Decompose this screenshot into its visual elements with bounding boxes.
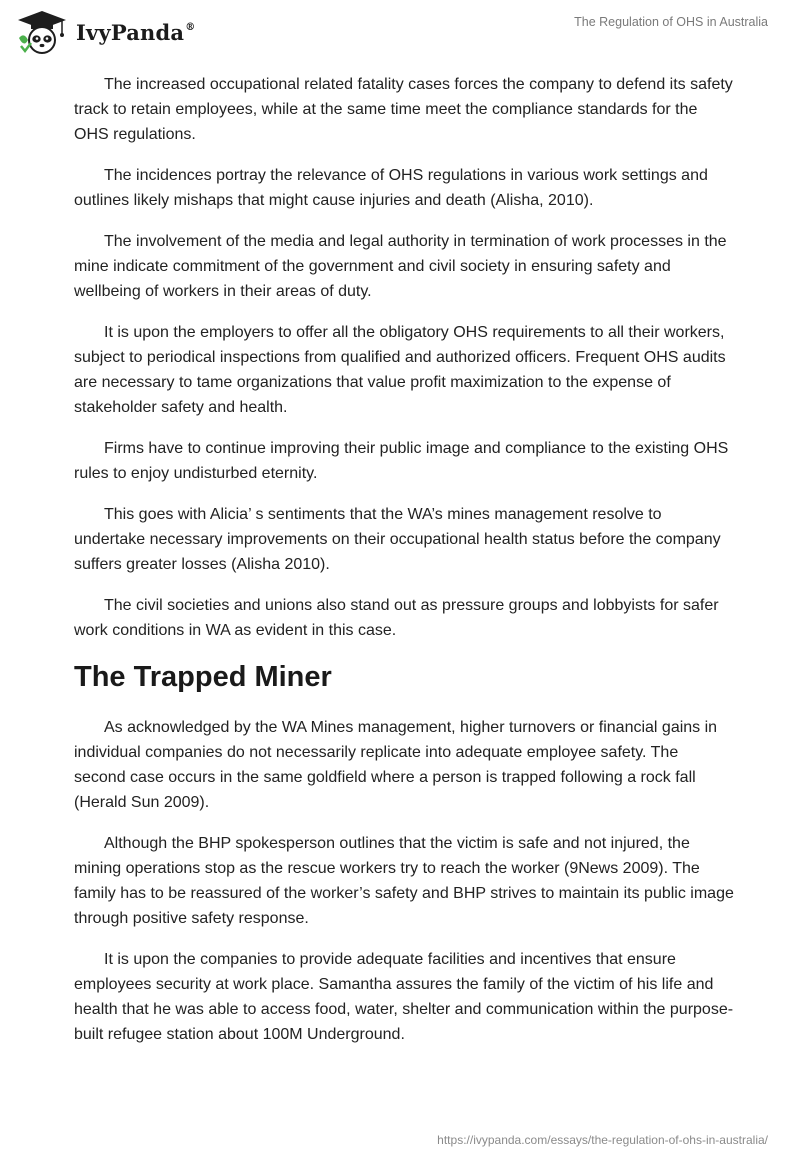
paragraph: The involvement of the media and legal authority in termination of work processes in the mine indicate commitment of the government and civil society in ensuring safety and wellbeing of workers in their areas of duty. xyxy=(74,233,727,300)
paragraph: This goes with Alicia’ s sentiments that the WA’s mines management resolve to undertake necessary improvements on their occupational health status before the company suffers greater losses (Alisha 2010). xyxy=(74,506,721,573)
brand-name: IvyPanda® xyxy=(76,19,196,45)
registered-mark: ® xyxy=(185,21,196,33)
panda-graduate-icon xyxy=(16,10,68,54)
paragraph: It is upon the employers to offer all the obligatory OHS requirements to all their workers, subject to periodical inspections from qualified and authorized officers. Frequent OHS audits are necessary to tame organizations that value profit maximization to the expense of stakeholder safety and health. xyxy=(74,324,726,416)
essay-body xyxy=(74,72,734,1063)
paragraph: Firms have to continue improving their public image and compliance to the existing OHS rules to enjoy undisturbed eternity. xyxy=(74,440,729,482)
page-header xyxy=(0,0,800,60)
section-heading: The Trapped Miner xyxy=(74,661,332,693)
paragraph: Although the BHP spokesperson outlines that the victim is safe and not injured, the mining operations stop as the rescue workers try to reach the worker (9News 2009). The family has to be reassured of the worker’s safety and BHP strives to maintain its public image through positive safety response. xyxy=(74,835,734,927)
brand-logo[interactable] xyxy=(16,10,195,54)
paragraph: The civil societies and unions also stand out as pressure groups and lobbyists for safer work conditions in WA as evident in this case. xyxy=(74,597,719,639)
source-url-link[interactable]: https://ivypanda.com/essays/the-regulation-of-ohs-in-australia/ xyxy=(437,1133,768,1147)
paragraph: It is upon the companies to provide adequate facilities and incentives that ensure employees security at work place. Samantha assures the family of the victim of his life and health that he was able to access food, water, shelter and communication within the purpose-built refugee station about 100M Underground. xyxy=(74,951,734,1043)
document-title: The Regulation of OHS in Australia xyxy=(574,15,768,29)
paragraph: The increased occupational related fatality cases forces the company to defend its safety track to retain employees, while at the same time meet the compliance standards for the OHS regulations. xyxy=(74,76,733,143)
paragraph: The incidences portray the relevance of OHS regulations in various work settings and outlines likely mishaps that might cause injuries and death (Alisha, 2010). xyxy=(74,167,708,209)
paragraph: As acknowledged by the WA Mines management, higher turnovers or financial gains in individual companies do not necessarily replicate into adequate employee safety. The second case occurs in the same goldfield where a person is trapped following a rock fall (Herald Sun 2009). xyxy=(74,719,718,811)
